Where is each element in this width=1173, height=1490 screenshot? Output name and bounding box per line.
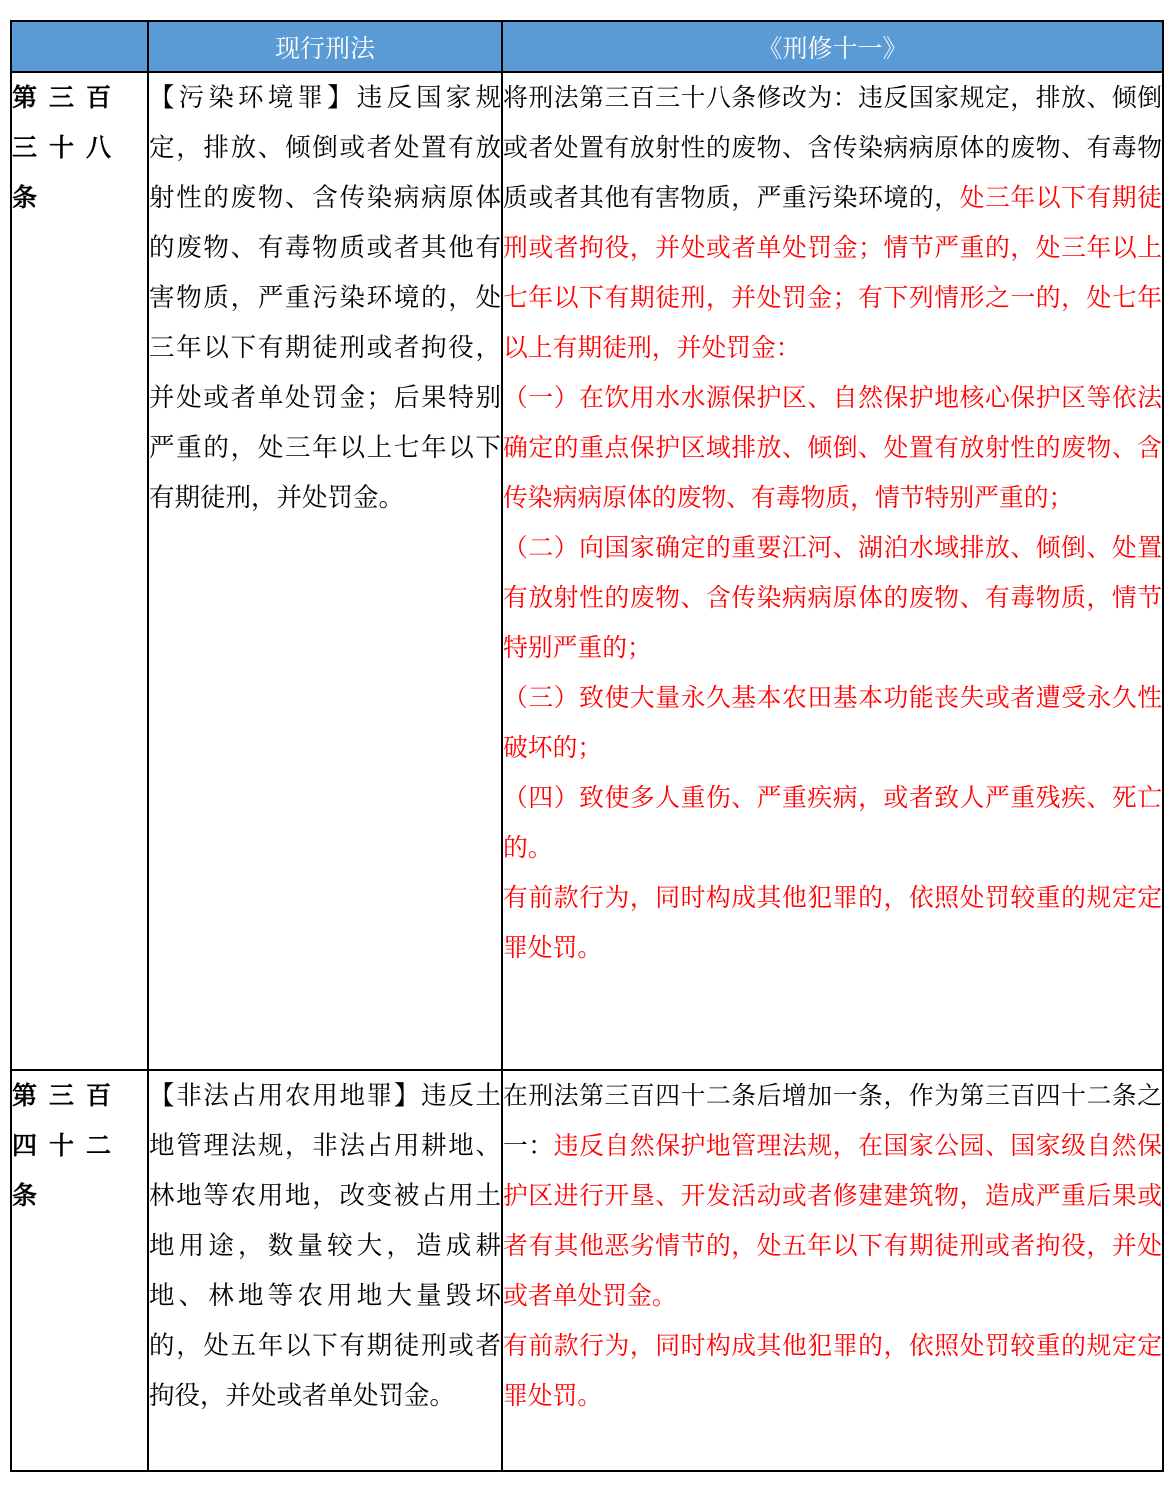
article-number: 第三百三十八条 xyxy=(11,72,148,1070)
amendment-closing: 有前款行为，同时构成其他犯罪的，依照处罚较重的规定定罪处罚。 xyxy=(503,883,1162,962)
amendment-text xyxy=(502,72,1163,1070)
amendment-intro: 将刑法第三百三十八条修改为：违反国家规定，排放、倾倒或者处置有放射性的废物、含传染病病原体的废物、有毒物质或者其他有害物质，严重污染环境的， xyxy=(503,83,1162,212)
amendment-new-article: 违反自然保护地管理法规，在国家公园、国家级自然保护区进行开垦、开发活动或者修建建筑物，造成严重后果或者有其他恶劣情节的，处五年以下有期徒刑或者拘役，并处或者单处罚金。 xyxy=(503,1131,1162,1310)
header-current-law: 现行刑法 xyxy=(148,21,502,72)
header-amendment-11: 《刑修十一》 xyxy=(502,21,1163,72)
law-comparison-table xyxy=(10,20,1164,1472)
amendment-text xyxy=(502,1070,1163,1471)
amendment-closing: 有前款行为，同时构成其他犯罪的，依照处罚较重的规定定罪处罚。 xyxy=(503,1331,1162,1410)
current-law-text: 【非法占用农用地罪】违反土地管理法规，非法占用耕地、林地等农用地，改变被占用土地用途，数量较大，造成耕地、林地等农用地大量毁坏的，处五年以下有期徒刑或者拘役，并处或者单处罚金。 xyxy=(148,1070,502,1471)
amendment-item-1: （一）在饮用水水源保护区、自然保护地核心保护区等依法确定的重点保护区域排放、倾倒、处置有放射性的废物、含传染病病原体的废物、有毒物质，情节特别严重的； xyxy=(503,383,1162,512)
table-row xyxy=(11,1070,1163,1471)
amendment-penalty: 处三年以下有期徒刑或者拘役，并处或者单处罚金；情节严重的，处三年以上七年以下有期徒刑，并处罚金；有下列情形之一的，处七年以上有期徒刑，并处罚金： xyxy=(503,183,1162,362)
table-row xyxy=(11,72,1163,1070)
amendment-item-4: （四）致使多人重伤、严重疾病，或者致人严重残疾、死亡的。 xyxy=(503,783,1162,862)
table-header-row xyxy=(11,21,1163,72)
header-article xyxy=(11,21,148,72)
article-number: 第三百四十二条 xyxy=(11,1070,148,1471)
amendment-item-2: （二）向国家确定的重要江河、湖泊水域排放、倾倒、处置有放射性的废物、含传染病病原体的废物、有毒物质，情节特别严重的； xyxy=(503,533,1162,662)
current-law-text: 【污染环境罪】违反国家规定，排放、倾倒或者处置有放射性的废物、含传染病病原体的废物、有毒物质或者其他有害物质，严重污染环境的，处三年以下有期徒刑或者拘役，并处或者单处罚金；后果特别严重的，处三年以上七年以下有期徒刑，并处罚金。 xyxy=(148,72,502,1070)
amendment-intro: 在刑法第三百四十二条后增加一条，作为第三百四十二条之一： xyxy=(503,1081,1162,1160)
amendment-item-3: （三）致使大量永久基本农田基本功能丧失或者遭受永久性破坏的； xyxy=(503,683,1162,762)
